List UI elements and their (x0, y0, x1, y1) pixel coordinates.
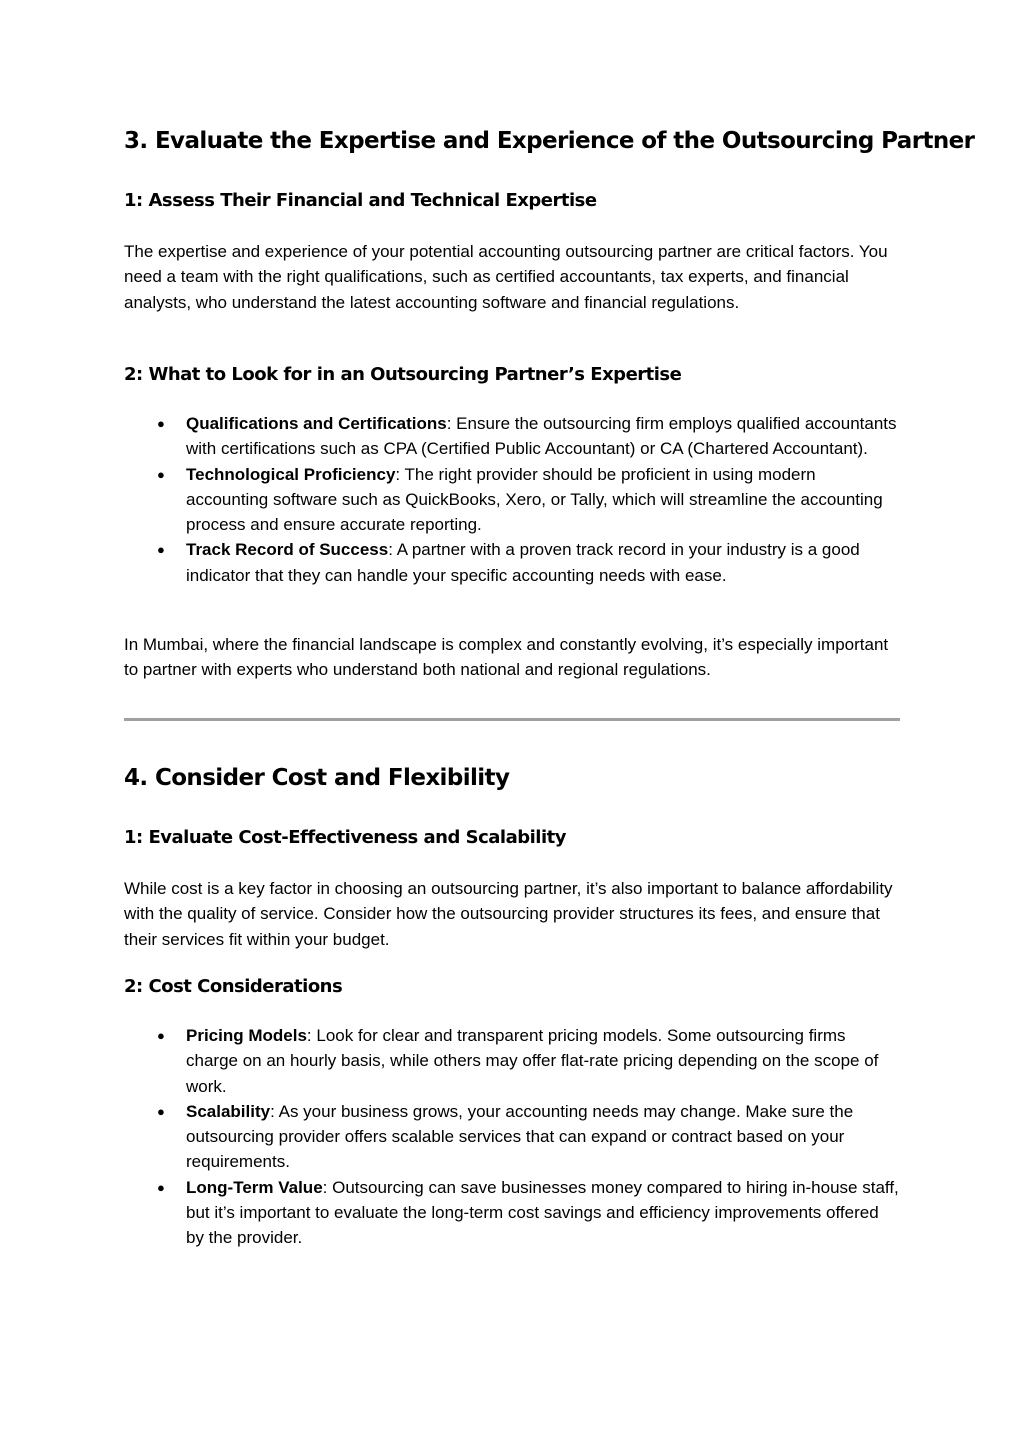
bullet-text: : As your business grows, your accounting needs may change. Make sure the outsourcing provider offers scalable services that can expand or contract based on your requirements. (186, 1101, 854, 1172)
bullet-icon: ● (157, 542, 165, 558)
bullet-icon: ● (157, 416, 165, 431)
list-item (124, 462, 900, 538)
bullet-icon: ● (157, 1028, 165, 1043)
bullet-term: Track Record of Success (186, 540, 389, 560)
section-4-paragraph-1: While cost is a key factor in choosing an outsourcing partner, it’s also important to balance affordability with the quality of service. Consider how the outsourcing provider structures its fees, and ensure that their services fit within your budget. (124, 879, 893, 949)
document-page (124, 0, 975, 1447)
bullet-icon: ● (157, 1179, 165, 1195)
section-3-heading: 3. Evaluate the Expertise and Experience of the Outsourcing Partner (124, 128, 975, 154)
bullet-text: : Look for clear and transparent pricing models. Some outsourcing firms charge on an hourly basis, while others may offer flat-rate pricing depending on the scope of work. (186, 1026, 879, 1096)
bullet-term: Qualifications and Certifications (186, 414, 447, 433)
bullet-text: : Outsourcing can save businesses money compared to hiring in-house staff, but it’s important to evaluate the long-term cost savings and efficiency improvements offered by the provider. (186, 1177, 899, 1248)
section-4-bullet-list (124, 1023, 900, 1251)
section-4-subheading-1: 1: Evaluate Cost-Effectiveness and Scalability (124, 827, 566, 848)
bullet-text: : A partner with a proven track record in your industry is a good indicator that they can handle your specific accounting needs with ease. (186, 540, 860, 585)
section-4-subheading-2: 2: Cost Considerations (124, 976, 343, 997)
list-item (124, 1023, 900, 1099)
bullet-icon: ● (157, 1103, 165, 1119)
list-item (124, 1175, 900, 1251)
bullet-term: Technological Proficiency (186, 464, 396, 484)
section-4-heading: 4. Consider Cost and Flexibility (124, 765, 510, 791)
list-item (124, 411, 900, 462)
bullet-icon: ● (157, 466, 165, 482)
section-3-bullet-list (124, 411, 900, 588)
bullet-term: Scalability (186, 1101, 271, 1121)
bullet-text: : Ensure the outsourcing firm employs qualified accountants with certifications such as CPA (Certified Public Accountant) or CA (Chartered Accountant). (186, 414, 897, 459)
bullet-term: Pricing Models (186, 1026, 307, 1045)
list-item (124, 537, 900, 588)
bullet-term: Long-Term Value (186, 1177, 323, 1197)
bullet-text: : The right provider should be proficient in using modern accounting software such as QuickBooks, Xero, or Tally, which will streamline the accounting process and ensure accurate reporting. (186, 464, 883, 535)
section-3-subheading-2: 2: What to Look for in an Outsourcing Partner’s Expertise (124, 364, 682, 385)
section-3-paragraph-1: The expertise and experience of your potential accounting outsourcing partner are critical factors. You need a team with the right qualifications, such as certified accountants, tax experts, and financial analysts, who understand the latest accounting software and financial regulations. (124, 242, 888, 312)
list-item (124, 1099, 900, 1175)
section-divider (124, 718, 900, 721)
section-3-subheading-1: 1: Assess Their Financial and Technical Expertise (124, 190, 597, 211)
section-3-closing-paragraph: In Mumbai, where the financial landscape is complex and constantly evolving, it’s especially important to partner with experts who understand both national and regional regulations. (124, 635, 889, 680)
